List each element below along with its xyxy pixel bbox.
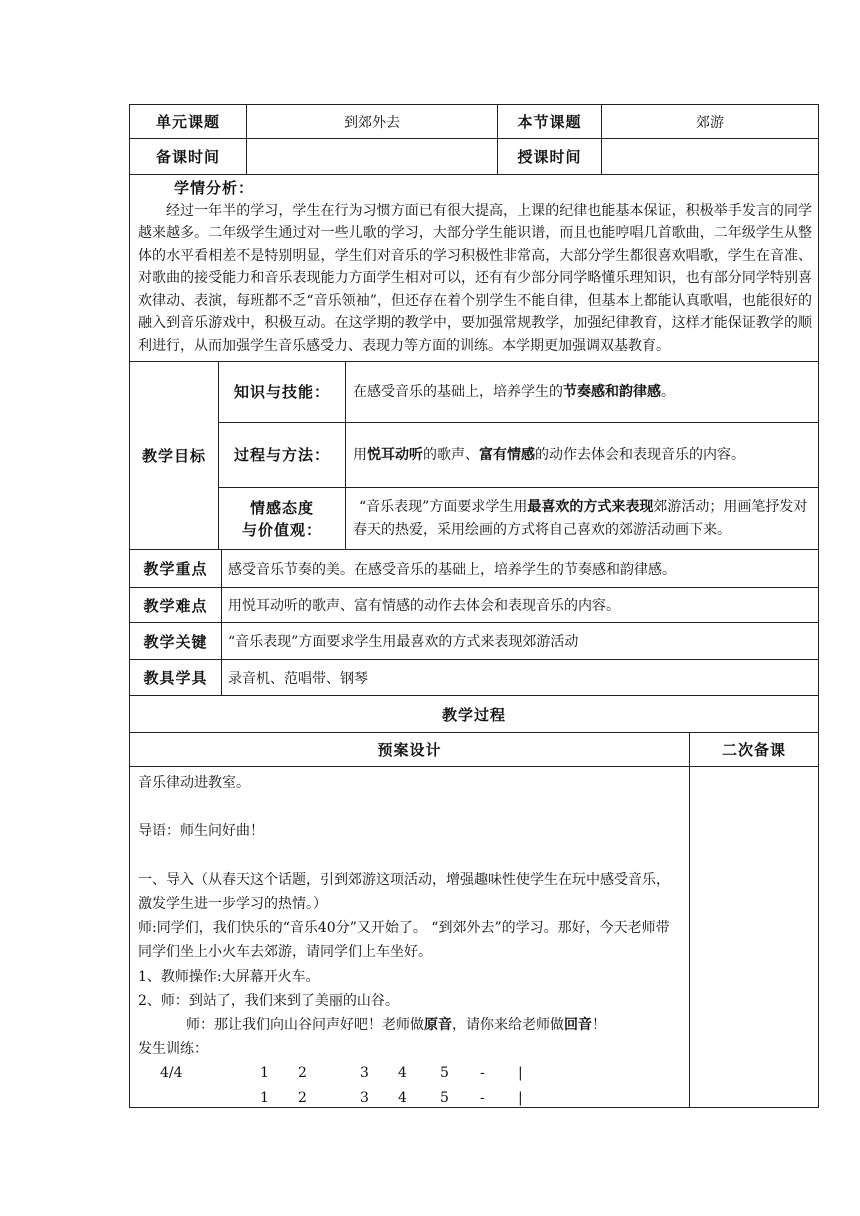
tools-value: 录音机、范唱带、钢琴: [228, 670, 368, 687]
process-title: 教学过程: [441, 705, 506, 724]
difficulties-label: 教学难点: [130, 588, 222, 622]
note: 1: [260, 1065, 269, 1082]
key-link-value: “音乐表现”方面要求学生用最喜欢的方式来表现郊游活动: [228, 634, 579, 650]
second-prep-column-header: 二次备课: [721, 741, 786, 759]
unit-topic-label: 单元课题: [130, 105, 247, 138]
design-content-cell: [130, 767, 690, 1107]
notation-row-2: [138, 1086, 681, 1110]
header-row-time: [130, 139, 818, 175]
process-line: [138, 844, 681, 868]
process-body-row: [130, 767, 818, 1107]
objective-emotion-row: [219, 488, 818, 549]
training-label: 发生训练：: [138, 1041, 208, 1058]
design-content: [130, 767, 689, 1114]
analysis-row: [130, 175, 818, 362]
tools-label: 教具学具: [130, 660, 222, 695]
prep-time-label: 备课时间: [130, 139, 247, 174]
analysis-text: 经过一年半的学习，学生在行为习惯方面已有很大提高，上课的纪律也能基本保证，积极举手发言的同学越来越多。二年级学生通过对一些儿歌的学习，大部分学生能识谱，而且也能哼唱几首歌曲，二年级学生从整体的水平看相差不是特别明显，学生们对音乐的学习积极性非常高，大部分学生都很喜欢唱歌，学生在音准、对歌曲的接受能力和音乐表现能力方面学生相对可以，还有有少部分同学略懂乐理知识，也有部分同学特别喜欢律动、表演，每班都不乏“音乐领袖”，但还存在着个别学生不能自律，但基本上都能认真歌唱，也能很好的融入到音乐游戏中，积极互动。在这学期的教学中，要加强常规教学，加强纪律教育，这样才能保证教学的顺利进行，从而加强学生音乐感受力、表现力等方面的训练。本学期更加强调双基教育。: [138, 202, 812, 354]
emotion-text: “音乐表现”方面要求学生用最喜欢的方式来表现郊游活动；用画笔抒发对春天的热爱，采用绘画的方式将自己喜欢的郊游活动画下来。: [353, 499, 808, 538]
emotion-label: 情感态度 与价值观：: [219, 488, 346, 549]
tools-row: [130, 660, 818, 696]
key-link-row: [130, 623, 818, 660]
lesson-plan-table: [129, 104, 819, 1108]
lesson-topic-label: 本节课题: [498, 105, 602, 138]
note: 2: [298, 1089, 307, 1106]
note: -: [480, 1065, 485, 1082]
key-link-label: 教学关键: [130, 623, 222, 659]
note: 5: [440, 1065, 449, 1082]
notation-row-1: [138, 1061, 681, 1085]
process-line: 导语：师生问好曲！: [138, 823, 264, 840]
objective-knowledge-row: [219, 362, 818, 423]
process-line: 师:同学们，我们快乐的“音乐40分”又开始了。 “到郊外去”的学习。那好，今天老师带同学们坐上小火车去郊游，请同学们上车坐好。: [138, 920, 670, 961]
design-column-header: 预案设计: [130, 733, 690, 766]
header-row-topic: [130, 105, 818, 139]
echo-instruction: 师：那让我们向山谷问声好吧！老师做原音，请你来给老师做回音！: [186, 1017, 606, 1033]
objectives-sub-table: [219, 362, 818, 549]
note: 2: [298, 1065, 307, 1082]
process-header-row: [130, 733, 818, 767]
key-points-label: 教学重点: [130, 550, 222, 587]
prep-time-value: [247, 139, 498, 174]
lesson-topic-value: 郊游: [696, 114, 724, 131]
barline: |: [518, 1065, 523, 1082]
note: 5: [440, 1089, 449, 1106]
difficulties-row: [130, 588, 818, 623]
process-line: [138, 795, 681, 819]
analysis-section: [130, 175, 818, 361]
knowledge-text: 在感受音乐的基础上，培养学生的节奏感和韵律感。: [353, 383, 675, 400]
key-points-row: [130, 550, 818, 588]
note: 4: [398, 1089, 407, 1106]
process-line: 2、师：到站了，我们来到了美丽的山谷。: [138, 992, 399, 1009]
process-label: 过程与方法：: [219, 423, 346, 487]
unit-topic-value: 到郊外去: [247, 105, 498, 138]
objective-process-row: [219, 423, 818, 488]
objectives-label: 教学目标: [130, 362, 219, 549]
note: 3: [360, 1089, 369, 1106]
teach-time-label: 授课时间: [498, 139, 602, 174]
second-prep-cell: [690, 767, 818, 1107]
knowledge-label: 知识与技能：: [219, 362, 346, 422]
objectives-row: [130, 362, 818, 550]
process-text: 用悦耳动听的歌声、富有情感的动作去体会和表现音乐的内容。: [353, 446, 745, 463]
note: 4: [398, 1065, 407, 1082]
process-title-row: [130, 696, 818, 733]
teach-time-value: [602, 139, 818, 174]
note: -: [480, 1089, 485, 1106]
difficulties-value: 用悦耳动听的歌声、富有情感的动作去体会和表现音乐的内容。: [228, 598, 620, 614]
note: 3: [360, 1065, 369, 1082]
process-line: 音乐律动进教室。: [138, 775, 250, 791]
time-signature: 4/4: [160, 1065, 183, 1082]
process-line: 一、导入（从春天这个话题，引到郊游这项活动，增强趣味性使学生在玩中感受音乐，激发学生进一步学习的热情。）: [138, 871, 670, 912]
barline: |: [518, 1089, 523, 1106]
analysis-title: 学情分析：: [174, 179, 255, 197]
note: 1: [260, 1089, 269, 1106]
process-line: 1、教师操作:大屏幕开火车。: [138, 968, 320, 985]
key-points-value: 感受音乐节奏的美。在感受音乐的基础上，培养学生的节奏感和韵律感。: [228, 561, 676, 578]
